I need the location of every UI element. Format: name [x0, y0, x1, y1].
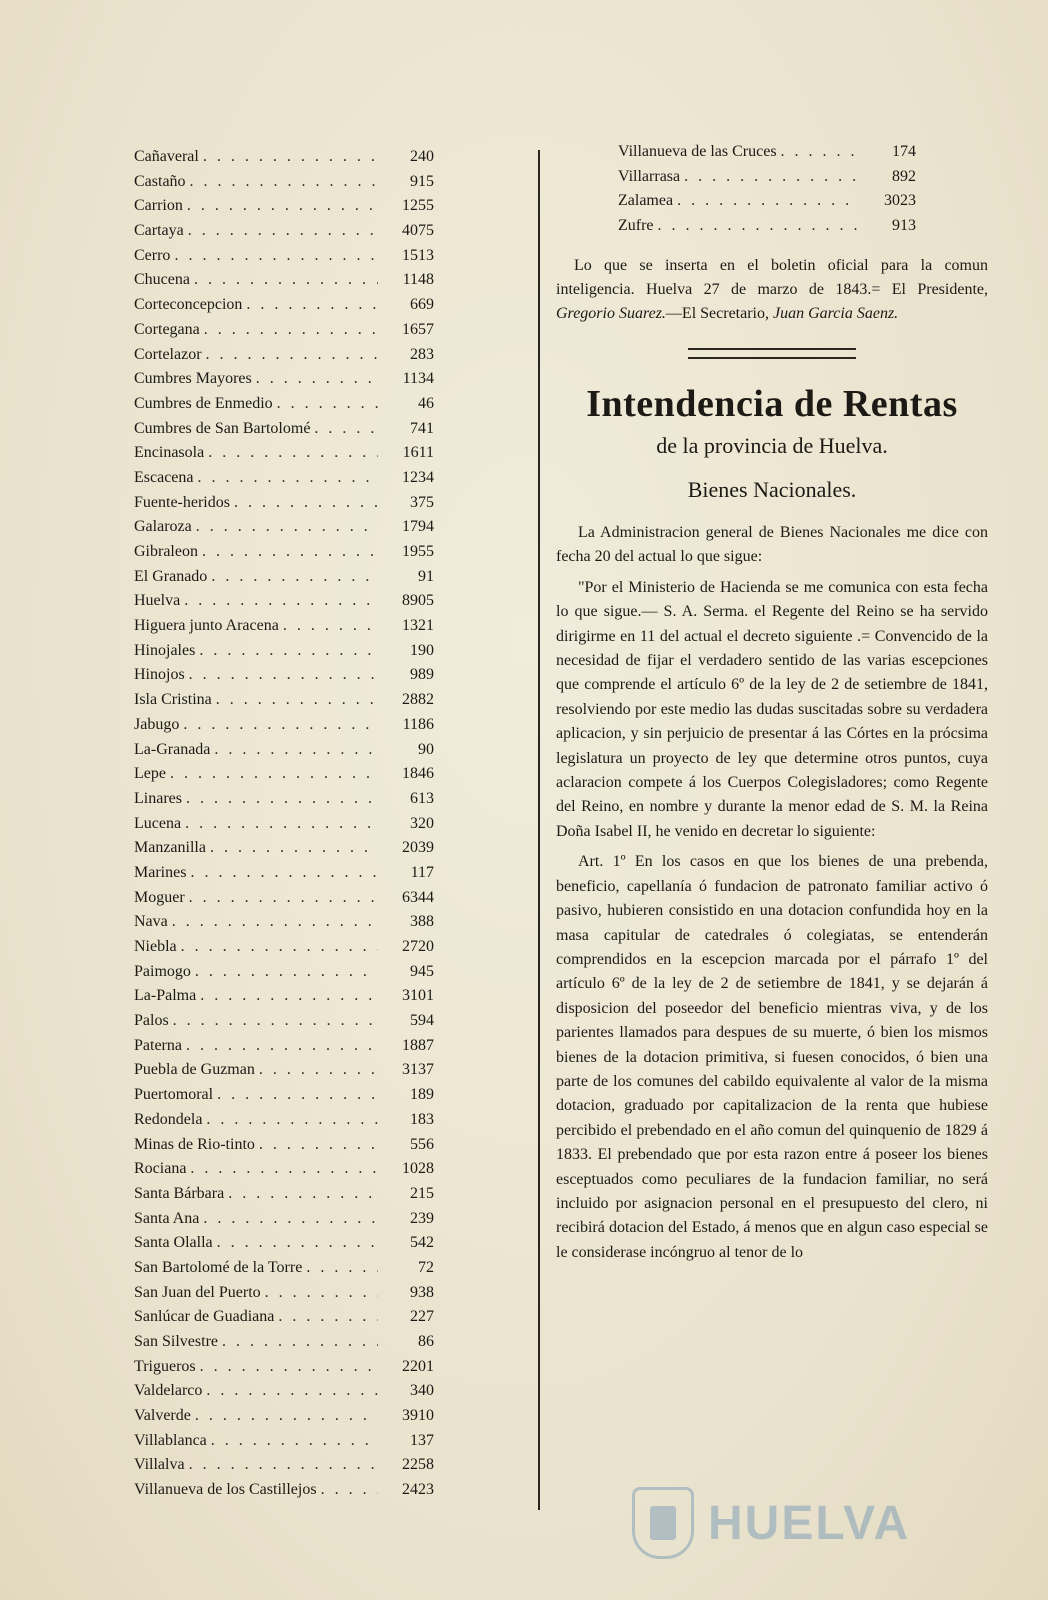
town-population: 86: [418, 1333, 434, 1350]
section-topic: Bienes Nacionales.: [687, 477, 857, 502]
town-row: [134, 367, 434, 392]
dot-leader: [206, 343, 378, 368]
town-name: Minas de Rio-tinto: [134, 1135, 255, 1153]
town-row: [134, 1305, 434, 1330]
town-population: 594: [410, 1012, 434, 1030]
town-population: 4075: [402, 222, 434, 240]
town-row: [618, 140, 916, 165]
dot-leader: [195, 1404, 378, 1429]
town-population: 741: [410, 419, 434, 437]
town-name: Palos: [134, 1012, 169, 1030]
town-population: 375: [410, 493, 434, 511]
town-row: [134, 787, 434, 812]
dot-leader: [278, 1305, 378, 1330]
town-name: Cumbres de San Bartolomé: [134, 419, 311, 437]
town-row: [134, 589, 434, 614]
dot-leader: [189, 663, 378, 688]
town-name: Rociana: [134, 1160, 187, 1178]
town-population: 938: [410, 1283, 434, 1301]
town-row: [134, 491, 434, 516]
town-name: Cañaveral: [134, 148, 199, 165]
dot-leader: [190, 861, 378, 886]
article-body: [556, 521, 988, 1265]
town-row: [134, 1108, 434, 1133]
town-population: 6344: [402, 888, 434, 906]
town-row: [134, 392, 434, 417]
paragraph-intro: La Administracion general de Bienes Nacionales me dice con fecha 20 del actual lo que sigue:: [556, 524, 988, 566]
dot-leader: [684, 165, 860, 190]
town-population: 1234: [402, 468, 434, 486]
town-name: Trigueros: [134, 1357, 196, 1375]
town-name: Lucena: [134, 814, 182, 832]
dot-leader: [186, 1034, 378, 1059]
town-row: [134, 738, 434, 763]
town-row: [134, 713, 434, 738]
town-row: [134, 1453, 434, 1478]
dot-leader: [190, 170, 378, 195]
town-row: [134, 244, 434, 269]
town-row: [134, 935, 434, 960]
town-population: 183: [410, 1110, 434, 1128]
town-name: Manzanilla: [134, 839, 206, 857]
town-population: 1846: [402, 765, 434, 783]
dot-leader: [246, 293, 378, 318]
archive-watermark: [632, 1488, 972, 1558]
town-row: [134, 1478, 434, 1503]
town-row: [134, 170, 434, 195]
town-population: 388: [410, 913, 434, 931]
town-population: 1148: [402, 271, 434, 289]
town-name: Redondela: [134, 1110, 203, 1128]
town-row: [134, 219, 434, 244]
town-name: Puebla de Guzman: [134, 1061, 255, 1079]
town-row: [134, 1009, 434, 1034]
dot-leader: [259, 1058, 378, 1083]
town-row: [134, 1429, 434, 1454]
dot-leader: [208, 441, 378, 466]
dot-leader: [186, 787, 378, 812]
dot-leader: [206, 1379, 378, 1404]
notice-text: Lo que se inserta en el boletin oficial para la comun inteligencia. Huelva 27 de marzo de 1843.=: [556, 257, 988, 298]
secretary-label: —El Secretario,: [665, 305, 769, 322]
town-population: 227: [410, 1308, 434, 1326]
dot-leader: [217, 1083, 378, 1108]
bulletin-notice: [556, 254, 988, 326]
town-population: 283: [410, 345, 434, 363]
dot-leader: [259, 1133, 378, 1158]
watermark-text: HUELVA: [708, 1496, 911, 1550]
town-row: [134, 194, 434, 219]
president-name: Gregorio Suarez.: [556, 305, 666, 322]
town-name: Cartaya: [134, 222, 184, 240]
town-name: Puertomoral: [134, 1086, 214, 1104]
dot-leader: [277, 392, 378, 417]
town-row: [134, 1355, 434, 1380]
town-row: [134, 145, 434, 170]
town-population: 320: [410, 814, 434, 832]
paragraph-article-1: Art. 1º En los casos en que los bienes de una prebenda, beneficio, capellanía ó fundacion de patronato familiar activo ó pasivo, hubieren consistido en una dotacion confundida hoy en la masa capitular de catedrales ó colegiatas, se entenderán comprendidos en la escepcion marcada por el párrafo 1º del artículo 6º de la ley de 2 de setiembre de 1841, y se dejarán á disposicion del poseedor del beneficio mientras viva, y de los parientes llamados para despues de su muerte, ó bien los mismos bienes de la dotacion primitiva, si fuesen conocidos, ó bien una parte de los comunes del cabildo equivalente al valor de la misma dotacion, graduado por capitalizacion de la renta que hubiese percibido el prebendado en el año comun del quinquenio de 1829 á 1833. El prebendado que por esta razon entre á poseer los bienes esceptuados como peculiares de la fundacion familiar, no será incluido por asignacion personal en el presupuesto del clero, ni recibirá dotacion del Estado, á menos que en algun caso especial se le considerase incóngruo al tenor de lo: [556, 853, 988, 1261]
towns-population-list-continued: [618, 140, 916, 238]
town-name: Corteconcepcion: [134, 296, 243, 314]
town-population: 239: [410, 1209, 434, 1227]
dot-leader: [173, 1009, 378, 1034]
town-name: San Silvestre: [134, 1333, 218, 1350]
town-name: Galaroza: [134, 518, 192, 536]
town-population: 669: [410, 296, 434, 314]
town-population: 3101: [402, 987, 434, 1005]
dot-leader: [314, 417, 378, 442]
town-name: Encinasola: [134, 444, 205, 462]
town-row: [134, 318, 434, 343]
town-row: [134, 836, 434, 861]
dot-leader: [189, 886, 378, 911]
dot-leader: [216, 688, 378, 713]
towns-population-list: [134, 145, 434, 1503]
dot-leader: [203, 145, 378, 170]
town-name: Lepe: [134, 765, 166, 783]
dot-leader: [283, 614, 378, 639]
town-row: [134, 1133, 434, 1158]
town-population: 90: [418, 740, 434, 758]
town-population: 1513: [402, 246, 434, 264]
shield-logo-icon: [632, 1487, 694, 1559]
dot-leader: [200, 1355, 378, 1380]
town-row: [618, 189, 916, 214]
town-population: 46: [418, 394, 434, 412]
town-row: [134, 910, 434, 935]
town-name: Cumbres de Enmedio: [134, 394, 273, 412]
secretary-name: Juan Garcia Saenz.: [773, 305, 899, 322]
town-name: Sanlúcar de Guadiana: [134, 1308, 275, 1326]
town-name: Villarrasa: [618, 167, 681, 185]
town-row: [618, 214, 916, 239]
town-population: 1887: [402, 1036, 434, 1054]
town-row: [134, 1058, 434, 1083]
town-row: [134, 540, 434, 565]
town-row: [134, 1182, 434, 1207]
town-row: [134, 762, 434, 787]
dot-leader: [265, 1281, 378, 1306]
dot-leader: [206, 1108, 378, 1133]
town-row: [134, 1157, 434, 1182]
town-name: Hinojales: [134, 641, 196, 659]
dot-leader: [187, 194, 378, 219]
town-population: 542: [410, 1234, 434, 1252]
town-row: [134, 861, 434, 886]
dot-leader: [781, 140, 860, 165]
town-name: San Juan del Puerto: [134, 1283, 261, 1301]
town-name: Niebla: [134, 938, 177, 955]
town-population: 3910: [402, 1407, 434, 1425]
town-population: 2720: [402, 938, 434, 955]
town-row: [134, 466, 434, 491]
town-name: Chucena: [134, 271, 190, 289]
town-name: Villanueva de los Castillejos: [134, 1481, 317, 1499]
town-name: Cumbres Mayores: [134, 370, 252, 388]
town-name: San Bartolomé de la Torre: [134, 1258, 303, 1276]
town-row: [134, 1207, 434, 1232]
dot-leader: [214, 738, 378, 763]
town-population: 2423: [402, 1481, 434, 1499]
town-row: [134, 293, 434, 318]
dot-leader: [198, 466, 378, 491]
town-name: Villalva: [134, 1456, 185, 1474]
section-separator: [688, 348, 856, 359]
town-population: 91: [418, 567, 434, 585]
town-population: 215: [410, 1184, 434, 1202]
town-row: [134, 268, 434, 293]
town-population: 8905: [402, 592, 434, 610]
section-subheading: de la provincia de Huelva.: [656, 433, 888, 458]
town-name: Marines: [134, 863, 187, 881]
town-population: 3023: [884, 192, 916, 209]
town-population: 189: [410, 1086, 434, 1104]
town-population: 2258: [402, 1456, 434, 1474]
dot-leader: [196, 515, 378, 540]
town-row: [134, 688, 434, 713]
town-row: [134, 812, 434, 837]
dot-leader: [658, 214, 860, 239]
town-population: 72: [418, 1258, 434, 1276]
dot-leader: [203, 1207, 378, 1232]
town-population: 137: [410, 1431, 434, 1449]
town-name: Paimogo: [134, 962, 191, 980]
town-population: 945: [410, 962, 434, 980]
town-row: [134, 960, 434, 985]
town-name: Gibraleon: [134, 543, 198, 560]
town-row: [134, 1379, 434, 1404]
town-name: La-Palma: [134, 987, 197, 1005]
town-population: 174: [892, 143, 916, 160]
town-name: Hinojos: [134, 666, 185, 684]
town-name: Zalamea: [618, 192, 674, 209]
town-name: Villablanca: [134, 1431, 207, 1449]
town-row: [134, 565, 434, 590]
town-row: [134, 515, 434, 540]
president-label: El Presidente,: [891, 281, 989, 298]
town-name: Carrion: [134, 197, 183, 215]
town-row: [134, 1281, 434, 1306]
town-name: Valverde: [134, 1407, 191, 1425]
section-heading: Intendencia de Rentas: [586, 383, 958, 425]
dot-leader: [174, 244, 378, 269]
town-name: El Granado: [134, 567, 208, 585]
dot-leader: [181, 935, 378, 960]
town-row: [134, 1256, 434, 1281]
dot-leader: [200, 984, 378, 1009]
town-name: Castaño: [134, 172, 186, 190]
town-population: 190: [410, 641, 434, 659]
town-name: Villanueva de las Cruces: [618, 143, 777, 160]
dot-leader: [199, 639, 378, 664]
dot-leader: [188, 219, 378, 244]
dot-leader: [183, 713, 378, 738]
town-row: [134, 343, 434, 368]
town-population: 556: [410, 1135, 434, 1153]
town-population: 1321: [402, 617, 434, 635]
town-name: Escacena: [134, 468, 194, 486]
town-name: Santa Ana: [134, 1209, 200, 1227]
dot-leader: [256, 367, 378, 392]
town-name: Isla Cristina: [134, 691, 212, 709]
town-row: [134, 441, 434, 466]
town-name: Fuente-heridos: [134, 493, 230, 511]
dot-leader: [228, 1182, 378, 1207]
town-name: Santa Olalla: [134, 1234, 213, 1252]
town-row: [134, 639, 434, 664]
town-population: 2201: [402, 1357, 434, 1375]
dot-leader: [211, 565, 378, 590]
town-population: 892: [892, 167, 916, 185]
town-name: Linares: [134, 789, 182, 807]
town-row: [134, 663, 434, 688]
town-population: 913: [892, 216, 916, 234]
town-name: Huelva: [134, 592, 181, 610]
town-row: [134, 1404, 434, 1429]
town-population: 340: [410, 1382, 434, 1400]
town-name: Santa Bárbara: [134, 1184, 225, 1202]
dot-leader: [204, 318, 378, 343]
town-population: 2882: [402, 691, 434, 709]
town-population: 1255: [402, 197, 434, 215]
town-row: [618, 165, 916, 190]
town-population: 915: [410, 172, 434, 190]
town-population: 1186: [402, 715, 434, 733]
town-row: [134, 984, 434, 1009]
dot-leader: [170, 762, 378, 787]
dot-leader: [184, 589, 378, 614]
dot-leader: [217, 1231, 378, 1256]
town-row: [134, 1231, 434, 1256]
paragraph-decree: "Por el Ministerio de Hacienda se me comunica con esta fecha lo que sigue.— S. A. Serma. el Regente del Reino se ha servido dirigirme en 11 del actual el decreto siguiente .= Convencido de la necesidad de fijar el verdadero sentido de las varias escepciones que comprende el artículo 6º de la ley de 2 de setiembre de 1841, resolviendo por este medio las dudas suscitadas sobre su verdadera aplicacion, y sin perjuicio de presentar á las Córtes en la prócsima legislatura un proyecto de ley que determine otros puntos, cuya aclaracion compete á los Cuerpos Colegisladores; como Regente del Reino, en nombre y durante la menor edad de S. M. la Reina Doña Isabel II, he venido en decretar lo siguiente:: [556, 578, 988, 840]
town-row: [134, 1083, 434, 1108]
dot-leader: [210, 836, 378, 861]
town-name: Valdelarco: [134, 1382, 203, 1400]
dot-leader: [222, 1330, 378, 1355]
town-population: 1134: [402, 370, 434, 388]
town-population: 2039: [402, 839, 434, 857]
dot-leader: [172, 910, 378, 935]
dot-leader: [194, 268, 378, 293]
town-population: 1028: [402, 1160, 434, 1178]
town-population: 1955: [402, 543, 434, 560]
dot-leader: [189, 1453, 378, 1478]
town-name: La-Granada: [134, 740, 211, 758]
dot-leader: [195, 960, 378, 985]
town-row: [134, 886, 434, 911]
dot-leader: [321, 1478, 378, 1503]
column-divider: [538, 150, 540, 1510]
town-population: 117: [410, 863, 434, 881]
dot-leader: [211, 1429, 378, 1454]
dot-leader: [677, 189, 860, 214]
town-row: [134, 1330, 434, 1355]
town-name: Cortelazor: [134, 345, 202, 363]
town-name: Nava: [134, 913, 168, 931]
town-name: Moguer: [134, 888, 185, 906]
dot-leader: [234, 491, 378, 516]
town-row: [134, 1034, 434, 1059]
town-population: 613: [410, 789, 434, 807]
right-column: [556, 140, 988, 1265]
town-population: 1611: [402, 444, 434, 462]
town-name: Jabugo: [134, 715, 180, 733]
town-name: Paterna: [134, 1036, 182, 1054]
town-name: Zufre: [618, 216, 654, 234]
town-population: 1657: [402, 320, 434, 338]
dot-leader: [190, 1157, 378, 1182]
dot-leader: [306, 1256, 378, 1281]
dot-leader: [202, 540, 378, 565]
town-row: [134, 614, 434, 639]
dot-leader: [185, 812, 378, 837]
town-population: 240: [410, 148, 434, 165]
town-population: 989: [410, 666, 434, 684]
town-population: 3137: [402, 1061, 434, 1079]
town-row: [134, 417, 434, 442]
town-population: 1794: [402, 518, 434, 536]
town-name: Higuera junto Aracena: [134, 617, 279, 635]
town-name: Cerro: [134, 246, 171, 264]
town-name: Cortegana: [134, 320, 200, 338]
